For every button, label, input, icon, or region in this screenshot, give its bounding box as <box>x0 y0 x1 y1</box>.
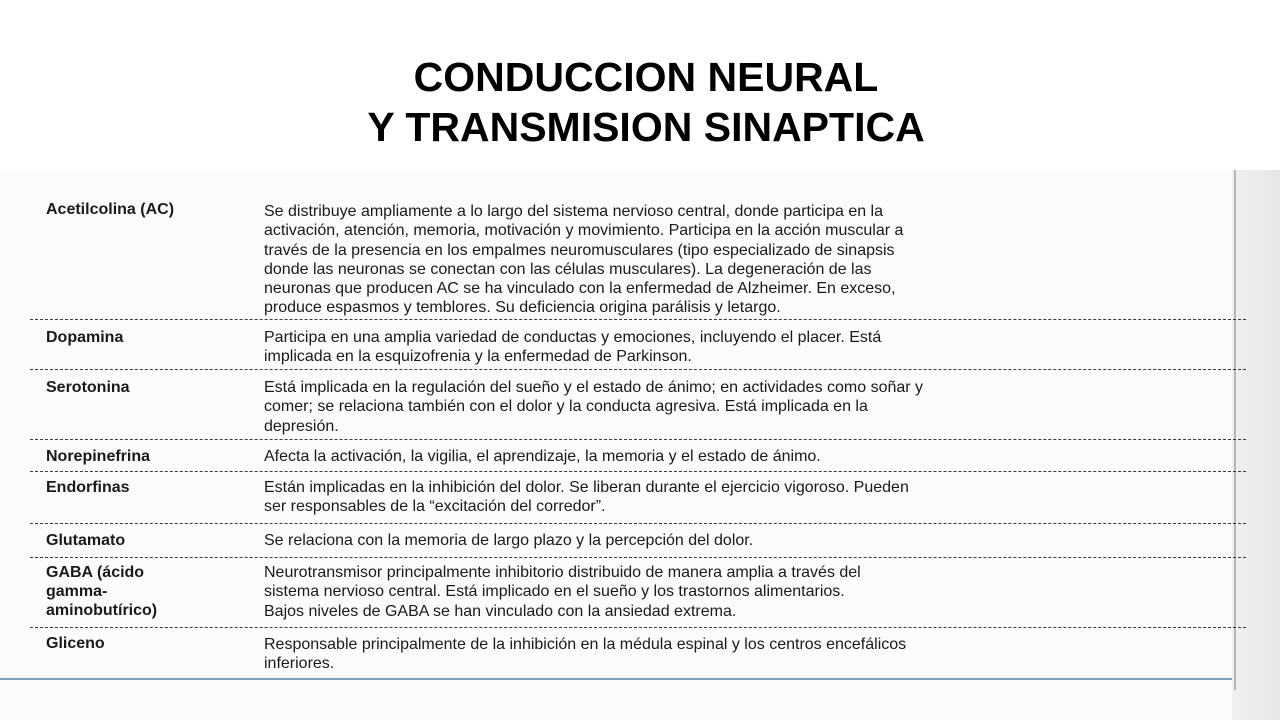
row-term: Gliceno <box>46 635 105 652</box>
row-term: Norepinefrina <box>46 448 151 465</box>
table-row-glutamato <box>30 524 1246 558</box>
slide-title-line-1: CONDUCCION NEURAL <box>413 54 879 100</box>
row-description: Afecta la activación, la vigilia, el aprendizaje, la memoria y el estado de ánimo. <box>264 448 821 465</box>
row-term: Glutamato <box>46 532 126 549</box>
table-row-endorfinas <box>30 472 1246 524</box>
row-description: Se distribuye ampliamente a lo largo del sistema nervioso central, donde participa en la activación, atención, memoria, motivación y movimiento. Participa en la acción muscular a través de la presencia en los empalmes neuromusculares (tipo especializado de sinapsis donde las neuronas se conectan con las células musculares). La degeneración de las neuronas que producen AC se ha vinculado con la enfermedad de Alzheimer. En exceso, produce espasmos y temblores. Su deficiencia origina parálisis y letargo. <box>264 203 904 317</box>
scanned-table-image <box>0 170 1280 720</box>
table-row-gliceno <box>30 628 1246 680</box>
table-row-dopamina <box>30 320 1246 370</box>
bottom-rule <box>0 678 1232 680</box>
row-description: Están implicadas en la inhibición del dolor. Se liberan durante el ejercicio vigoroso. Pueden ser responsables de la “excitación del corredor”. <box>264 479 909 516</box>
table-row-acetilcolina <box>30 182 1246 320</box>
row-description: Neurotransmisor principalmente inhibitorio distribuido de manera amplia a través del sistema nervioso central. Está implicado en el sueño y los trastornos alimentarios. Bajos niveles de GABA se han vinculado con la ansiedad extrema. <box>264 564 861 620</box>
row-term: GABA (ácido gamma- aminobutírico) <box>46 564 158 619</box>
row-description: Está implicada en la regulación del sueño y el estado de ánimo; en actividades como soñar y comer; se relaciona también con el dolor y la conducta agresiva. Está implicada en la depresión. <box>264 379 924 435</box>
table-row-norepinefrina <box>30 440 1246 472</box>
row-description: Se relaciona con la memoria de largo plazo y la percepción del dolor. <box>264 532 754 549</box>
row-term: Acetilcolina (AC) <box>46 201 175 218</box>
neurotransmitter-table <box>30 182 1246 680</box>
table-row-gaba <box>30 558 1246 628</box>
row-term: Serotonina <box>46 379 130 396</box>
row-description: Responsable principalmente de la inhibición en la médula espinal y los centros encefálicos inferiores. <box>264 636 907 673</box>
row-term: Dopamina <box>46 329 124 346</box>
row-description: Participa en una amplia variedad de conductas y emociones, incluyendo el placer. Está implicada en la esquizofrenia y la enfermedad de Parkinson. <box>264 329 882 366</box>
slide-title-line-2: Y TRANSMISION SINAPTICA <box>367 104 925 150</box>
slide-title <box>0 52 1280 152</box>
row-term: Endorfinas <box>46 479 130 496</box>
table-row-serotonina <box>30 370 1246 440</box>
